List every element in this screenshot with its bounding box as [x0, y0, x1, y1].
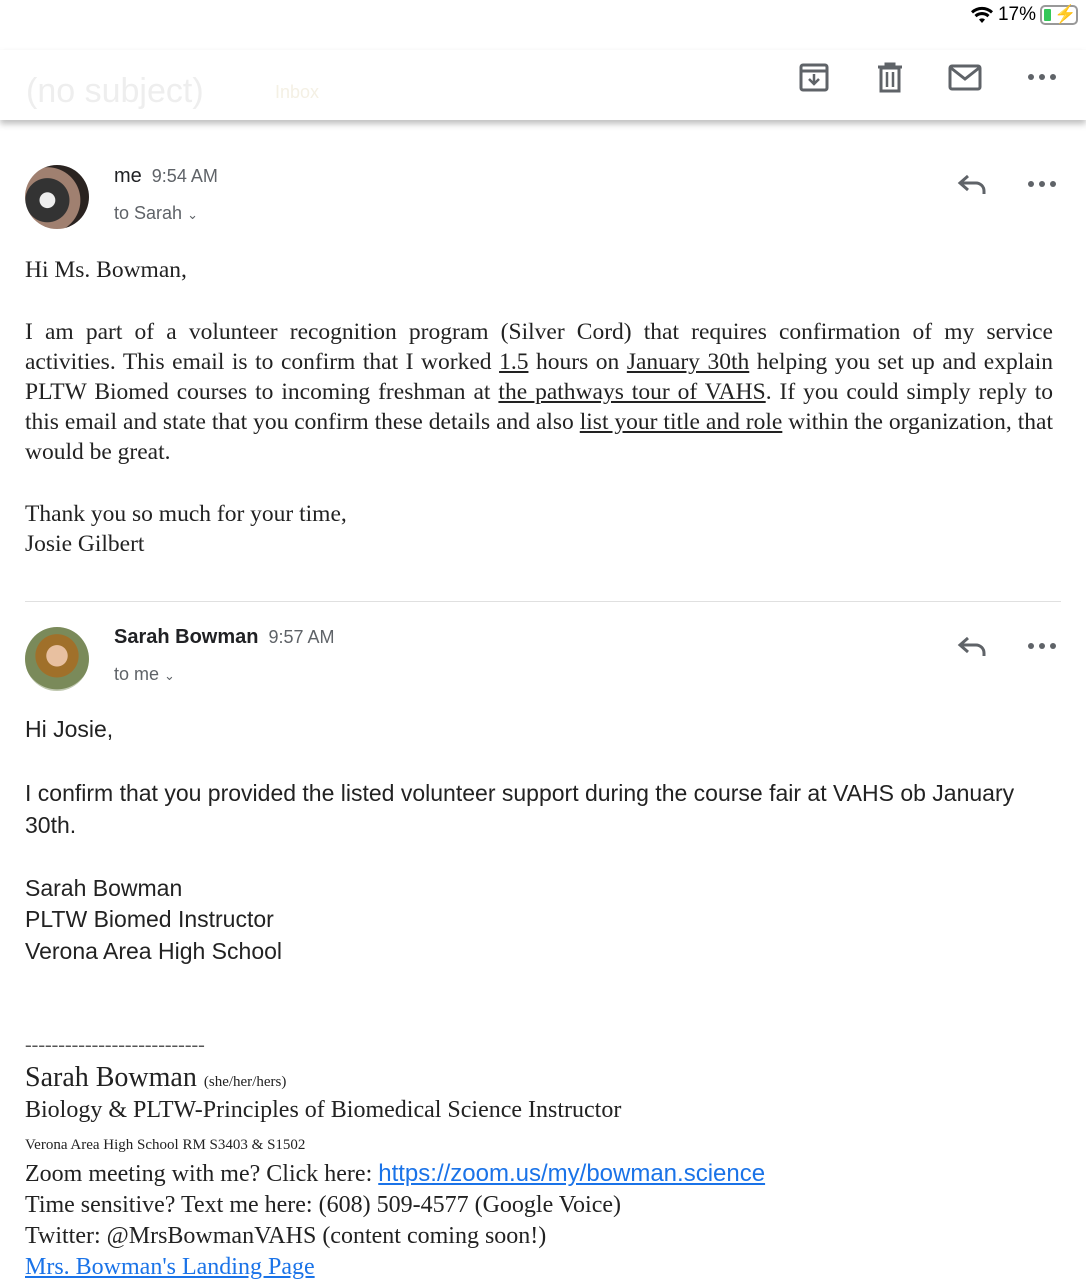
message-time: 9:54 AM [151, 166, 218, 186]
status-bar [970, 4, 1078, 26]
inbox-label: Inbox [275, 82, 320, 102]
archive-icon[interactable] [797, 60, 831, 94]
battery-percent: 17% [997, 4, 1036, 25]
message-header [114, 165, 218, 188]
closing: Thank you so much for your time, [25, 501, 347, 527]
message-body: I confirm that you provided the listed volunteer support during the course fair at VAHS ob January 30th. [25, 780, 1015, 838]
reply-icon[interactable] [956, 632, 988, 660]
message-time: 9:57 AM [268, 627, 335, 647]
sig-phone: Time sensitive? Text me here: (608) 509-4577 (Google Voice) [25, 1192, 621, 1218]
signature-line: Sarah Bowman [25, 875, 183, 901]
wifi-icon [970, 6, 994, 24]
message-header [114, 626, 335, 649]
mark-unread-icon[interactable] [948, 60, 982, 94]
signature: Josie Gilbert [25, 531, 145, 557]
signature-line: Verona Area High School [25, 938, 283, 964]
greeting: Hi Ms. Bowman, [25, 257, 187, 283]
avatar [25, 165, 89, 229]
more-icon[interactable] [1025, 60, 1059, 94]
battery-icon: ⚡ [1040, 5, 1078, 25]
landing-page-link[interactable]: Mrs. Bowman's Landing Page [25, 1254, 315, 1280]
sig-name-line: Sarah Bowman (she/her/hers) [25, 1062, 287, 1093]
sig-twitter: Twitter: @MrsBowmanVAHS (content coming soon!) [25, 1223, 547, 1249]
email-subject: (no subject) [26, 72, 204, 110]
more-icon[interactable] [1027, 638, 1057, 654]
sig-title: Biology & PLTW-Principles of Biomedical Science Instructor [25, 1097, 622, 1123]
sender-name: me [114, 165, 142, 187]
pronouns: (she/her/hers) [203, 1074, 287, 1090]
message-body: I am part of a volunteer recognition program (Silver Cord) that requires confirmation of my service activities. This email is to confirm that I worked 1.5 hours on January 30th helping you set up and explain PLTW Biomed courses to incoming freshman at the pathways tour of VAHS. If you could simply reply to this email and state that you confirm these details and also list your title and role within the organization, that would be great. [25, 319, 1053, 465]
toolbar [0, 50, 1086, 120]
chevron-down-icon: ⌄ [164, 668, 175, 683]
divider [25, 601, 1061, 602]
greeting: Hi Josie, [25, 716, 114, 742]
more-icon[interactable] [1027, 176, 1057, 192]
zoom-link[interactable]: https://zoom.us/my/bowman.science [378, 1160, 766, 1187]
sig-zoom: Zoom meeting with me? Click here: https://zoom.us/my/bowman.science [25, 1160, 766, 1187]
avatar [25, 627, 89, 691]
recipient-text: to Sarah [114, 203, 183, 223]
reply-icon[interactable] [956, 170, 988, 198]
recipient-toggle[interactable] [114, 203, 198, 224]
trash-icon[interactable] [873, 60, 907, 94]
sig-room: Verona Area High School RM S3403 & S1502 [25, 1137, 306, 1153]
sig-divider: --------------------------- [25, 1034, 205, 1056]
chevron-down-icon: ⌄ [187, 207, 198, 222]
recipient-toggle[interactable] [114, 664, 175, 685]
sender-name: Sarah Bowman [114, 626, 259, 648]
recipient-text: to me [114, 664, 160, 684]
signature-line: PLTW Biomed Instructor [25, 906, 274, 932]
